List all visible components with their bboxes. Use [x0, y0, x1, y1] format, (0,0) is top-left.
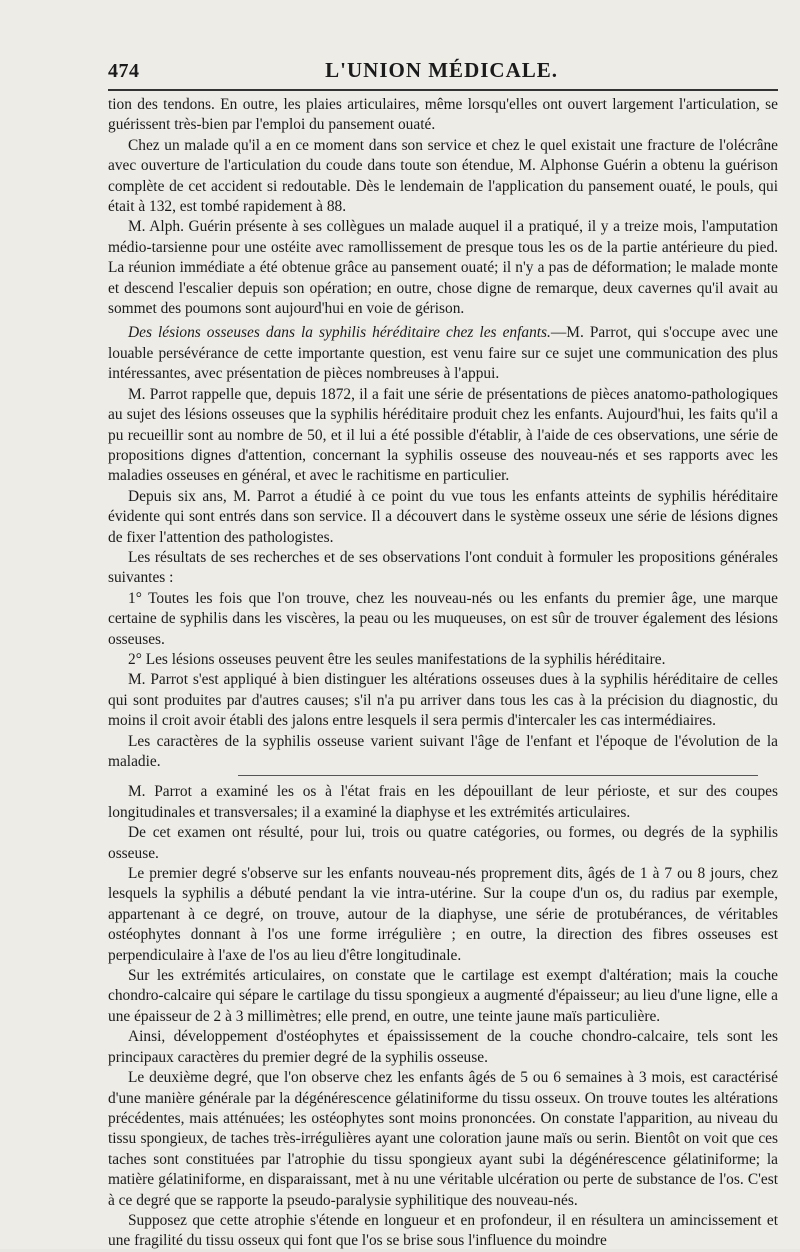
paragraph: M. Parrot s'est appliqué à bien distinguer les altérations osseuses dues à la syphilis héréditaire de celles qui sont produites par d'autres causes; s'il n'a pu arriver dans tous les cas à la précision du diagnostic, du moins il croit avoir établi des jalons entre lesquels il sera permis d'intercaler les cas intermédiaires.	[108, 671, 778, 730]
article-body	[108, 95, 778, 1252]
running-title: L'UNION MÉDICALE.	[325, 58, 558, 82]
paragraph: Les résultats de ses recherches et de ses observations l'ont conduit à formuler les propositions générales suivantes :	[108, 548, 778, 587]
paragraph: tion des tendons. En outre, les plaies articulaires, même lorsqu'elles ont ouvert largement l'articulation, se guérissent très-bien par l'emploi du pansement ouaté.	[108, 96, 778, 134]
section-intro: —M. Parrot, qui s'occupe avec une louable persévérance de cette importante question, est venu faire sur ce sujet une communication des plus intéressantes, avec présentation de pièces nombreuses à l'appui.	[108, 324, 778, 383]
header-rule	[108, 89, 778, 91]
paragraph: Sur les extrémités articulaires, on constate que le cartilage est exempt d'altération; mais la couche chondro-calcaire qui sépare le cartilage du tissu spongieux a augmenté d'épaisseur; au lieu d'une ligne, elle a une épaisseur de 2 à 3 millimètres; elle prend, en outre, une teinte jaune maïs particulière.	[108, 967, 778, 1025]
paragraph: Les caractères de la syphilis osseuse varient suivant l'âge de l'enfant et l'époque de l'évolution de la maladie.	[108, 732, 778, 770]
paragraph: Chez un malade qu'il a en ce moment dans son service et chez le quel existait une fracture de l'olécrâne avec ouverture de l'articulation du coude dans toute son étendue, M. Alphonse Guérin a obtenu la guérison complète de cet accident si redoutable. Dès le lendemain de l'application du pansement ouaté, le pouls, qui était à 132, est tombé rapidement à 88.	[108, 136, 778, 216]
section-divider	[238, 775, 758, 776]
paragraph: Supposez que cette atrophie s'étende en longueur et en profondeur, il en résultera un amincissement et une fragilité du tissu osseux qui font que l'os se brise sous l'influence du moindre	[108, 1211, 778, 1250]
paragraph: Ainsi, développement d'ostéophytes et épaississement de la couche chondro-calcaire, tels sont les principaux caractères du premier degré de la syphilis osseuse.	[108, 1028, 778, 1066]
paragraph: De cet examen ont résulté, pour lui, trois ou quatre catégories, ou formes, ou degrés de la syphilis osseuse.	[108, 824, 778, 862]
paragraph: M. Parrot a examiné les os à l'état frais en les dépouillant de leur périoste, et sur des coupes longitudinales et transversales; il a examiné la diaphyse et les extrémités articulaires.	[108, 783, 778, 821]
paragraph: 2° Les lésions osseuses peuvent être les seules manifestations de la syphilis héréditaire.	[128, 650, 666, 668]
paragraph: M. Parrot rappelle que, depuis 1872, il a fait une série de présentations de pièces anatomo-pathologiques au sujet des lésions osseuses que la syphilis héréditaire produit chez les enfants. Aujourd'hui, les faits qu'il a pu recueillir sont au nombre de 50, et il lui a été possible d'établir, à l'aide de ces observations, une série de propositions dignes d'attention, concernant la syphilis osseuse des nouveau-nés et ses rapports avec les maladies osseuses en général, et avec le rachitisme en particulier.	[108, 385, 778, 485]
section-paragraph	[108, 323, 778, 384]
page-number: 474	[108, 60, 140, 82]
paragraph: Depuis six ans, M. Parrot a étudié à ce point du vue tous les enfants atteints de syphilis héréditaire évidente qui sont entrés dans son service. Il a découvert dans le système osseux une série de lésions dignes de fixer l'attention des pathologistes.	[108, 487, 778, 546]
paragraph: M. Alph. Guérin présente à ses collègues un malade auquel il a pratiqué, il y a treize mois, l'amputation médio-tarsienne pour une ostéite avec ramollissement de presque tous les os de la partie antérieure du pied. La réunion immédiate a été obtenue grâce au pansement ouaté; il n'y a pas de déformation; le malade monte et descend l'escalier depuis son opération; en outre, chose digne de remarque, deux cavernes qu'il avait au sommet des poumons sont aujourd'hui en voie de gérison.	[108, 218, 778, 318]
paragraph: Le deuxième degré, que l'on observe chez les enfants âgés de 5 ou 6 semaines à 3 mois, est caractérisé d'une manière générale par la dégénérescence gélatiniforme du tissu osseux. On trouve toutes les altérations précédentes, mais atténuées; les ostéophytes sont moins prononcées. On constate l'apparition, au niveau du tissu spongieux, de taches très-irrégulières ayant une coloration jaune maïs ou serin. Bientôt on voit que ces taches sont constituées par l'atrophie du tissu spongieux ayant subi la dégénérescence gélatiniforme; la matière gélatiniforme, en disparaissant, met à nu une véritable ulcération ou perte de substance de l'os. C'est à ce degré que se rapporte la pseudo-paralysie syphilitique des nouveau-nés.	[108, 1069, 778, 1209]
section-title: Des lésions osseuses dans la syphilis héréditaire chez les enfants.	[128, 324, 551, 342]
paragraph: Le premier degré s'observe sur les enfants nouveau-nés proprement dits, âgés de 1 à 7 ou 8 jours, chez lesquels la syphilis a débuté pendant la vie intra-utérine. Sur la coupe d'un os, du radius par exemple, appartenant à ce degré, on trouve, autour de la diaphyse, une série de protubérances, de véritables ostéophytes donnant à l'os une forme irrégulière ; en outre, la direction des fibres osseuses est perpendiculaire à l'axe de l'os au lieu d'être longitudinale.	[108, 865, 778, 964]
paragraph: 1° Toutes les fois que l'on trouve, chez les nouveau-nés ou les enfants du premier âge, une marque certaine de syphilis dans les viscères, la peau ou les muqueuses, on est sûr de trouver également des lésions osseuses.	[108, 589, 778, 648]
page-header	[108, 58, 778, 83]
